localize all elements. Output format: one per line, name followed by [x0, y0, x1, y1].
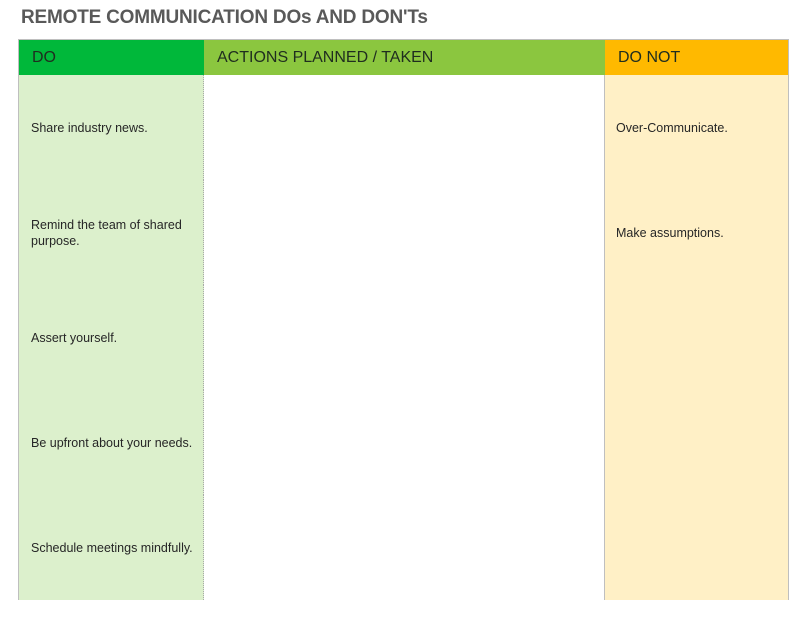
do-not-cell-text: Over-Communicate.	[616, 120, 728, 135]
do-not-cell[interactable]	[605, 180, 788, 285]
actions-cell[interactable]	[204, 495, 605, 600]
table-row	[19, 390, 788, 495]
do-cell[interactable]	[19, 285, 204, 390]
do-cell-text: Assert yourself.	[31, 330, 118, 345]
do-not-cell[interactable]	[605, 285, 788, 390]
table-row	[19, 285, 788, 390]
do-cell-text: Be upfront about your needs.	[31, 435, 193, 450]
do-not-cell[interactable]	[605, 390, 788, 495]
column-header-do-not: DO NOT	[605, 40, 788, 75]
dos-and-donts-table	[18, 39, 789, 600]
actions-cell[interactable]	[204, 75, 605, 180]
actions-cell[interactable]	[204, 390, 605, 495]
page-title: REMOTE COMMUNICATION DOs AND DON'Ts	[21, 7, 428, 28]
column-header-do: DO	[19, 40, 204, 75]
table-row	[19, 495, 788, 600]
actions-cell[interactable]	[204, 285, 605, 390]
do-not-cell[interactable]	[605, 75, 788, 180]
do-cell[interactable]	[19, 390, 204, 495]
do-cell-text: Remind the team of shared purpose.	[31, 217, 182, 248]
table-row	[19, 180, 788, 285]
do-cell[interactable]	[19, 180, 204, 285]
table-row	[19, 75, 788, 180]
do-cell[interactable]	[19, 75, 204, 180]
actions-cell[interactable]	[204, 180, 605, 285]
do-cell-text: Share industry news.	[31, 120, 148, 135]
column-header-actions: ACTIONS PLANNED / TAKEN	[204, 40, 605, 75]
table-header-row	[19, 40, 788, 75]
do-cell[interactable]	[19, 495, 204, 600]
do-not-cell-text: Make assumptions.	[616, 225, 724, 240]
do-cell-text: Schedule meetings mindfully.	[31, 540, 193, 555]
do-not-cell[interactable]	[605, 495, 788, 600]
